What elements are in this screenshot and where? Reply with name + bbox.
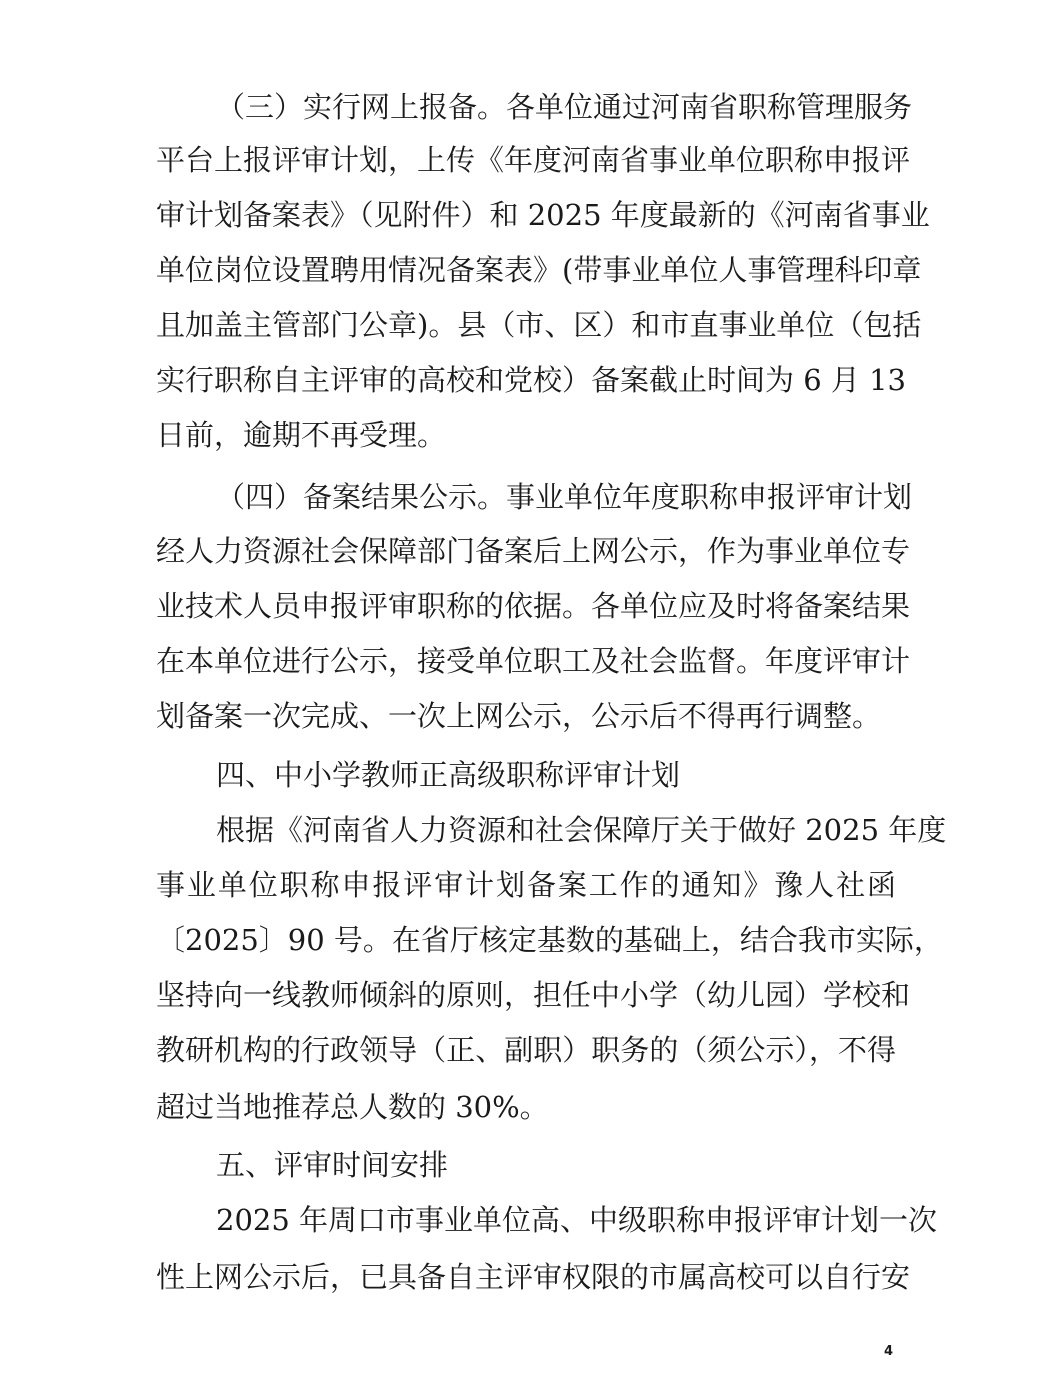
text-line: 日前，逾期不再受理。 (156, 418, 447, 452)
text-line: 划备案一次完成、一次上网公示，公示后不得再行调整。 (156, 699, 882, 733)
text-line: 2025 年周口市事业单位高、中级职称申报评审计划一次 (216, 1203, 938, 1237)
text-line: 根据《河南省人力资源和社会保障厅关于做好 2025 年度 (216, 813, 947, 847)
text-line: 在本单位进行公示，接受单位职工及社会监督。年度评审计 (156, 644, 911, 678)
page-number: 4 (884, 1344, 894, 1359)
text-line: 业技术人员申报评审职称的依据。各单位应及时将备案结果 (156, 589, 911, 623)
text-line: 〔2025〕90 号。在省厅核定基数的基础上，结合我市实际， (156, 923, 943, 957)
text-line: 实行职称自主评审的高校和党校）备案截止时间为 6 月 13 (156, 363, 907, 397)
text-line: 审计划备案表》（见附件）和 2025 年度最新的《河南省事业 (156, 198, 930, 232)
text-line: 单位岗位设置聘用情况备案表》(带事业单位人事管理科印章 (156, 253, 922, 287)
text-line: 教研机构的行政领导（正、副职）职务的（须公示），不得 (156, 1033, 896, 1067)
section-heading: 五、评审时间安排 (216, 1148, 449, 1182)
text-line: （四）备案结果公示。事业单位年度职称申报评审计划 (216, 480, 913, 514)
text-line: 且加盖主管部门公章)。县（市、区）和市直事业单位（包括 (156, 308, 922, 342)
text-line: 坚持向一线教师倾斜的原则，担任中小学（幼儿园）学校和 (156, 978, 911, 1012)
text-line: 经人力资源社会保障部门备案后上网公示，作为事业单位专 (156, 534, 911, 568)
text-line: 超过当地推荐总人数的 30%。 (156, 1090, 549, 1124)
text-line: 性上网公示后，已具备自主评审权限的市属高校可以自行安 (156, 1260, 911, 1294)
text-line: （三）实行网上报备。各单位通过河南省职称管理服务 (216, 90, 913, 124)
section-heading: 四、中小学教师正高级职称评审计划 (216, 758, 681, 792)
text-line: 平台上报评审计划，上传《年度河南省事业单位职称申报评 (156, 143, 911, 177)
text-line: 事业单位职称申报评审计划备案工作的通知》豫人社函 (156, 868, 896, 902)
